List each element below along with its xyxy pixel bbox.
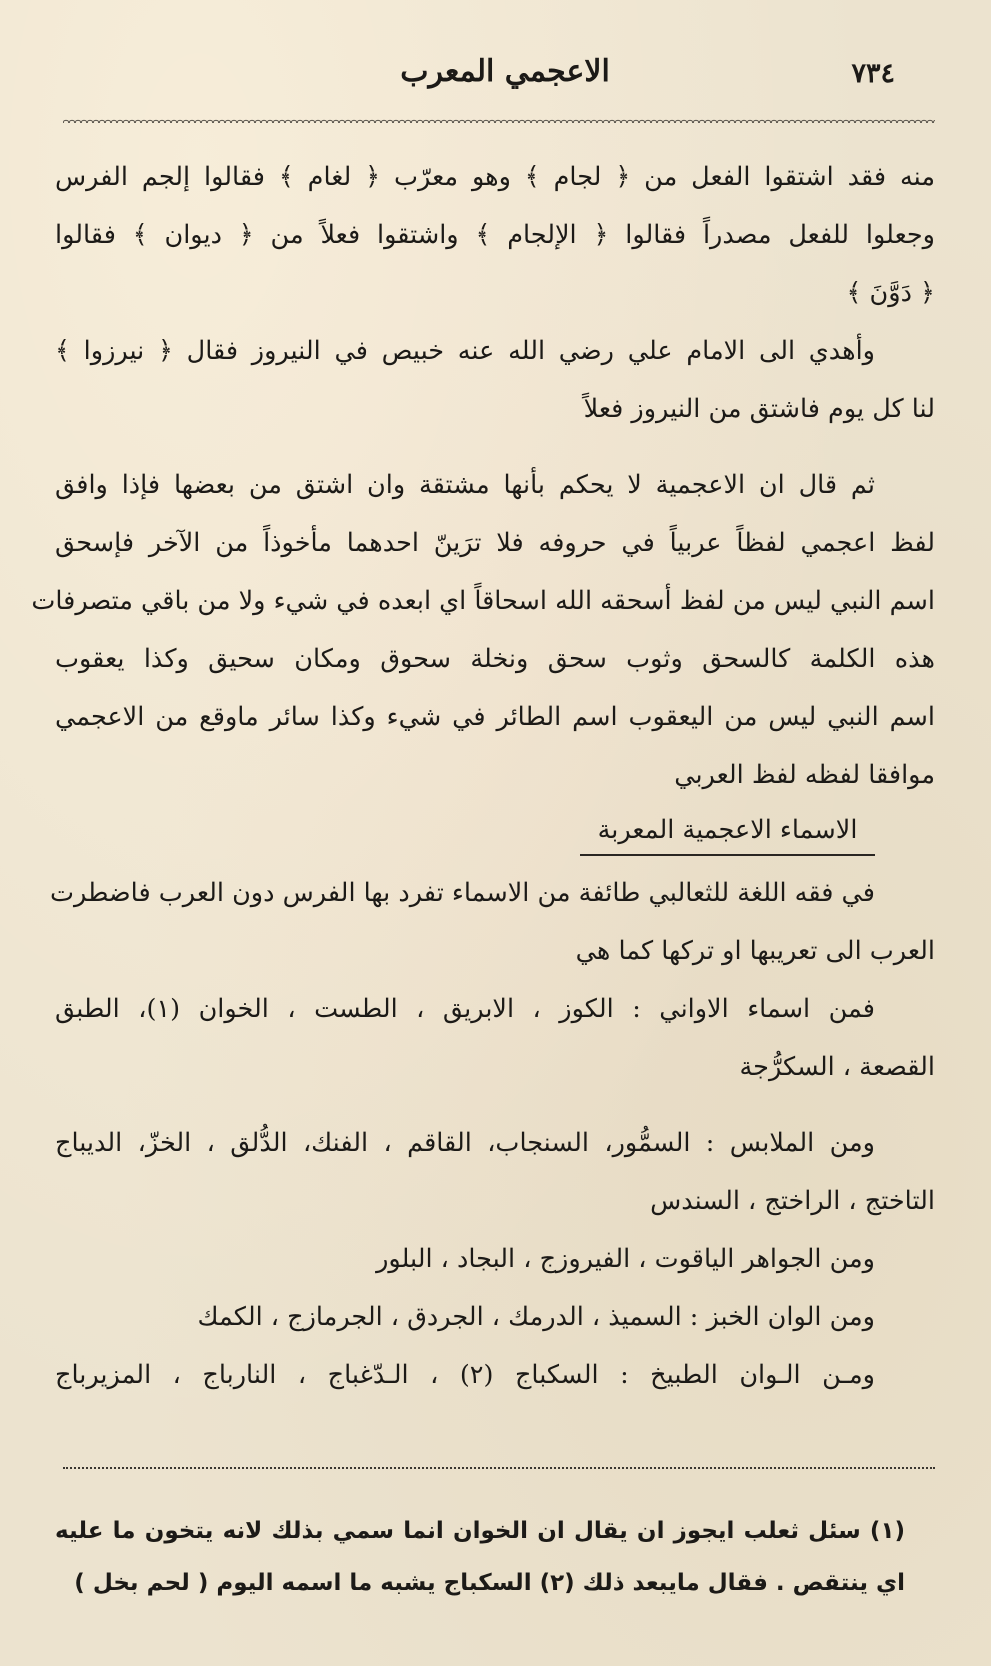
text-line: ﴿ دَوَّنَ ﴾ — [846, 278, 935, 308]
text-line: منه فقد اشتقوا الفعل من ﴿ لجام ﴾ وهو معرّب ﴿ لغام ﴾ فقالوا إلجم الفرس — [55, 162, 935, 192]
text-line: القصعة ، السكرُّجة — [739, 1052, 935, 1082]
text-line: التاختج ، الراختج ، السندس — [650, 1186, 935, 1216]
paragraph-7 — [55, 1230, 935, 1288]
text-line: لفظ اعجمي لفظاً عربياً في حروفه فلا ترَينّ احدهما مأخوذاً من الآخر فإسحق — [55, 528, 935, 558]
paragraph-6 — [55, 1114, 935, 1230]
spacer — [55, 1096, 935, 1114]
running-title: الاعجمي المعرب — [400, 54, 610, 89]
footnotes — [55, 1505, 935, 1609]
spacer — [55, 438, 935, 456]
text-line: وجعلوا للفعل مصدراً فقالوا ﴿ الإلجام ﴾ واشتقوا فعلاً من ﴿ ديوان ﴾ فقالوا — [55, 220, 935, 250]
text-line: لنا كل يوم فاشتق من النيروز فعلاً — [583, 394, 935, 424]
paragraph-1 — [55, 148, 935, 322]
book-page — [31, 0, 935, 1666]
text-line: ومن الوان الخبز : السميذ ، الدرمك ، الجردق ، الجرمازج ، الكمك — [197, 1302, 875, 1332]
text-line: ومن الملابس : السمُّور، السنجاب، القاقم ، الفنك، الدُّلق ، الخزّ، الديباج — [55, 1128, 875, 1158]
text-line: اسم النبي ليس من لفظ أسحقه الله اسحاقاً اي ابعده في شيء ولا من باقي متصرفات — [31, 586, 935, 616]
paragraph-4 — [50, 864, 935, 980]
footnote-line: اي ينتقص . فقال مايبعد ذلك (٢) السكباج يشبه ما اسمه اليوم ( لحم بخل ) — [74, 1570, 905, 1596]
text-line: هذه الكلمة كالسحق وثوب سحق ونخلة سحوق ومكان سحيق وكذا يعقوب — [55, 644, 935, 674]
text-line: ثم قال ان الاعجمية لا يحكم بأنها مشتقة وان اشتق من بعضها فإذا وافق — [55, 470, 875, 500]
text-line: فمن اسماء الاواني : الكوز ، الابريق ، الطست ، الخوان (١)، الطبق — [55, 994, 875, 1024]
text-line: اسم النبي ليس من اليعقوب اسم الطائر في شيء وكذا سائر ماوقع من الاعجمي — [55, 702, 935, 732]
text-line: موافقا لفظه لفظ العربي — [674, 760, 935, 790]
text-line: في فقه اللغة للثعالبي طائفة من الاسماء تفرد بها الفرس دون العرب فاضطرت — [50, 878, 875, 908]
text-line: ومـن الـوان الطبيخ : السكباج (٢) ، الـدّغباج ، النارباج ، المزيرباج — [55, 1360, 875, 1390]
body-text — [31, 148, 935, 1404]
page-header — [55, 52, 935, 102]
section-heading: الاسماء الاعجمية المعربة — [580, 806, 875, 856]
text-line: ومن الجواهر الياقوت ، الفيروزج ، البجاد ، البلور — [376, 1244, 875, 1274]
footnote-dotted-rule — [63, 1467, 935, 1471]
header-wavy-rule — [63, 118, 935, 126]
text-line: وأهدي الى الامام علي رضي الله عنه خبيص في النيروز فقال ﴿ نيرزوا ﴾ — [55, 336, 875, 366]
paragraph-3 — [31, 456, 935, 804]
text-line: العرب الى تعريبها او تركها كما هي — [575, 936, 935, 966]
paragraph-5 — [55, 980, 935, 1096]
footnote-line: (١) سئل ثعلب ايجوز ان يقال ان الخوان انما سمي بذلك لانه يتخون ما عليه — [55, 1518, 905, 1544]
paragraph-8 — [55, 1288, 935, 1346]
paragraph-2 — [55, 322, 935, 438]
paragraph-9 — [55, 1346, 935, 1404]
page-number: ٧٣٤ — [851, 58, 895, 89]
